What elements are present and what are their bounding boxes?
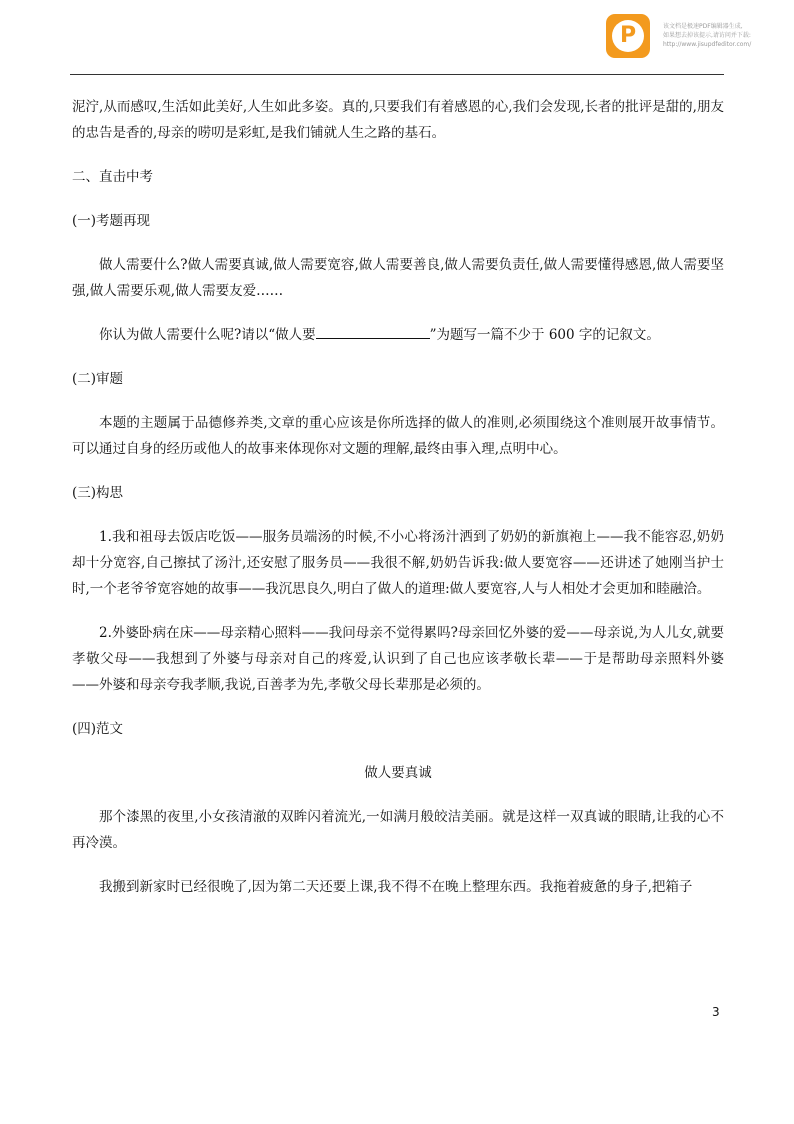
page-number: 3 [712,1005,720,1019]
paragraph-outline-1: 1.我和祖母去饭店吃饭——服务员端汤的时候,不小心将汤汁洒到了奶奶的新旗袍上——我不能容忍,奶奶却十分宽容,自己擦拭了汤汁,还安慰了服务员——我很不解,奶奶告诉我:做人要宽容——还讲述了她刚当护士时,一个老爷爷宽容她的故事——我沉思良久,明白了做人的道理:做人要宽容,人与人相处才会更加和睦融洽。 [72,529,724,597]
paragraph-prompt [72,322,724,348]
header-divider [70,74,724,75]
paragraph-outline-2: 2.外婆卧病在床——母亲精心照料——我问母亲不觉得累吗?母亲回忆外婆的爱——母亲说,为人儿女,就要孝敬父母——我想到了外婆与母亲对自己的疼爱,认识到了自己也应该孝敬长辈——于是帮助母亲照料外婆——外婆和母亲夸我孝顺,我说,百善孝为先,孝敬父母长辈那是必须的。 [72,625,724,693]
document-body [72,94,724,900]
watermark-notice [663,22,791,49]
essay-paragraph-2: 我搬到新家时已经很晚了,因为第二天还要上课,我不得不在晚上整理东西。我拖着疲惫的身子,把箱子 [99,879,693,895]
fill-in-blank [316,324,430,339]
logo-letter: P [619,23,637,48]
watermark-line-1: 该文档是极速PDF编辑器生成, [663,23,743,30]
watermark-line-2: 如果想去掉该提示,请访问并下载: [663,32,751,39]
subheading-analysis: (二)审题 [72,371,124,387]
section-heading-2: 二、直击中考 [72,169,153,185]
subheading-exam-question: (一)考题再现 [72,213,151,229]
watermark-line-3[interactable]: http://www.jisupdfeditor.com/ [663,41,752,48]
prompt-text-before: 你认为做人需要什么呢?请以“做人要 [99,327,316,343]
pdf-editor-logo [606,14,650,58]
logo-circle [612,20,644,52]
essay-title: 做人要真诚 [364,765,432,781]
essay-paragraph-1: 那个漆黑的夜里,小女孩清澈的双眸闪着流光,一如满月般皎洁美丽。就是这样一双真诚的眼睛,让我的心不再冷漠。 [72,809,724,851]
prompt-text-after: ”为题写一篇不少于 600 字的记叙文。 [429,327,660,343]
paragraph-question: 做人需要什么?做人需要真诚,做人需要宽容,做人需要善良,做人需要负责任,做人需要懂得感恩,做人需要坚强,做人需要乐观,做人需要友爱…… [72,257,724,299]
subheading-outline: (三)构思 [72,485,124,501]
paragraph-continuation: 泥泞,从而感叹,生活如此美好,人生如此多姿。真的,只要我们有着感恩的心,我们会发现,长者的批评是甜的,朋友的忠告是香的,母亲的唠叨是彩虹,是我们铺就人生之路的基石。 [72,99,724,141]
subheading-sample-essay: (四)范文 [72,721,124,737]
paragraph-analysis: 本题的主题属于品德修养类,文章的重心应该是你所选择的做人的准则,必须围绕这个准则展开故事情节。可以通过自身的经历或他人的故事来体现你对文题的理解,最终由事入理,点明中心。 [72,415,724,457]
